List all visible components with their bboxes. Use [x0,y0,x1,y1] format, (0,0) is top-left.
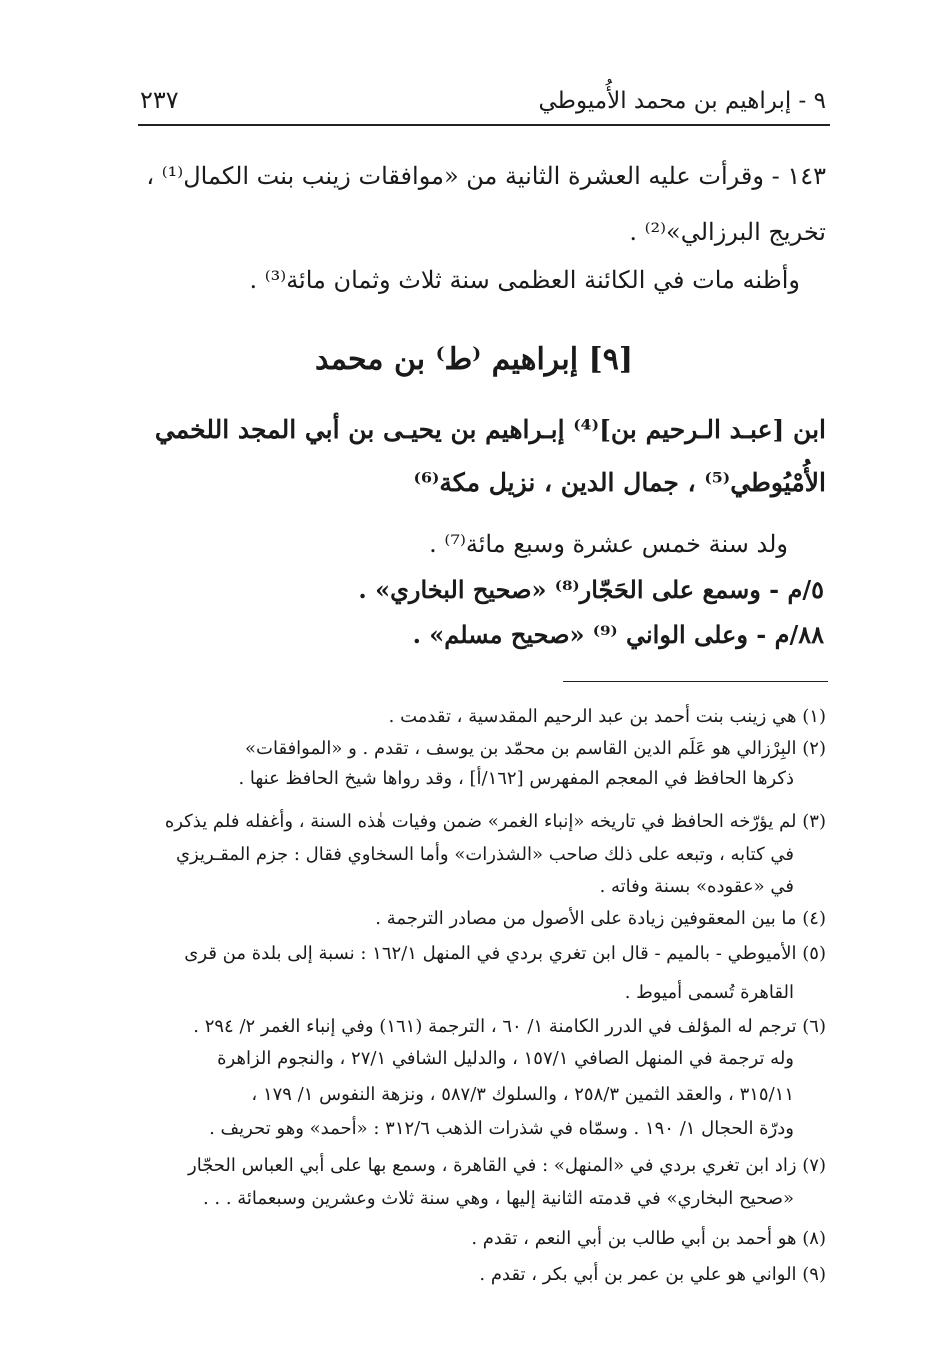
footnote-2-line-2: ذكرها الحافظ في المعجم المفهرس [١٦٢/أ] ، وقد رواها شيخ الحافظ عنها . [238,768,794,789]
footnote-3-line-3: في «عقوده» بسنة وفاته . [599,876,794,897]
footnote-4: (٤) ما بين المعقوفين زيادة على الأصول من مصادر الترجمة . [375,908,826,929]
footnote-9: (٩) الواني هو علي بن عمر بن أبي بكر ، تقدم . [479,1264,826,1285]
lineage-line-2: الأُمْيُوطي⁽⁵⁾ ، جمال الدين ، نزيل مكة⁽⁶⁾ [413,468,826,497]
footnote-2-line-1: (٢) البِرْزالي هو عَلَم الدين القاسم بن محمّد بن يوسف ، تقدم . و «الموافقات» [245,738,826,759]
footnote-1: (١) هي زينب بنت أحمد بن عبد الرحيم المقدسية ، تقدمت . [388,706,826,727]
hearing-line-1: ٥/م - وسمع على الحَجّار⁽⁸⁾ «صحيح البخاري» . [358,575,824,604]
footnote-5-line-2: القاهرة تُسمى أميوط . [624,982,794,1003]
para-143-line-3: وأظنه مات في الكائنة العظمى سنة ثلاث وثمان مائة⁽³⁾ . [249,266,800,294]
footnote-6-line-3: ٣١٥/١١ ، والعقد الثمين ٢٥٨/٣ ، والسلوك ٥٨٧/٣ ، ونزهة النفوس ١/ ١٧٩ ، [251,1084,794,1105]
footnote-7-line-1: (٧) زاد ابن تغري بردي في «المنهل» : في القاهرة ، وسمع بها على أبي العباس الحجّار [188,1155,826,1176]
footnote-separator [563,681,828,682]
para-143-line-1: ١٤٣ - وقرأت عليه العشرة الثانية من «موافقات زينب بنت الكمال⁽¹⁾ ، [146,162,826,190]
birth-line: ولد سنة خمس عشرة وسبع مائة⁽⁷⁾ . [429,530,788,558]
page-number: ٢٣٧ [140,86,179,114]
footnote-3-line-2: في كتابه ، وتبعه على ذلك صاحب «الشذرات» وأما السخاوي فقال : جزم المقـريزي [175,844,794,865]
footnote-7-line-2: «صحيح البخاري» في قدمته الثانية إليها ، وهي سنة ثلاث وعشرين وسبعمائة . . . [202,1188,794,1209]
footnote-8: (٨) هو أحمد بن أبي طالب بن أبي النعم ، تقدم . [471,1228,826,1249]
footnote-6-line-2: وله ترجمة في المنهل الصافي ١٥٧/١ ، والدليل الشافي ٢٧/١ ، والنجوم الزاهرة [217,1048,794,1069]
hearing-line-2: ٨٨/م - وعلى الواني ⁽⁹⁾ «صحيح مسلم» . [412,620,824,649]
footnote-3-line-1: (٣) لم يؤرّخه الحافظ في تاريخه «إنباء الغمر» ضمن وفيات هٰذه السنة ، وأغفله فلم يذكره [164,811,826,832]
footnote-6-line-4: ودرّة الحجال ١/ ١٩٠ . وسمّاه في شذرات الذهب ٣١٢/٦ : «أحمد» وهو تحريف . [209,1118,794,1139]
lineage-line-1: ابن [عبـد الـرحيم بن]⁽⁴⁾ إبـراهيم بن يحيـى بن أبي المجد اللخمي [154,415,826,444]
para-143-line-2: تخريج البرزالي»⁽²⁾ . [629,218,826,246]
running-title: ٩ - إبراهيم بن محمد الأُميوطي [538,88,826,114]
entry-title: [٩] إبراهيم ⁽ط⁾ بن محمد [314,342,634,377]
footnote-5-line-1: (٥) الأميوطي - بالميم - قال ابن تغري بردي في المنهل ١٦٢/١ : نسبة إلى بلدة من قرى [184,943,826,964]
header-rule [138,124,830,126]
footnote-6-line-1: (٦) ترجم له المؤلف في الدرر الكامنة ١/ ٦٠ ، الترجمة (١٦١) وفي إنباء الغمر ٢/ ٢٩٤ . [193,1016,826,1037]
